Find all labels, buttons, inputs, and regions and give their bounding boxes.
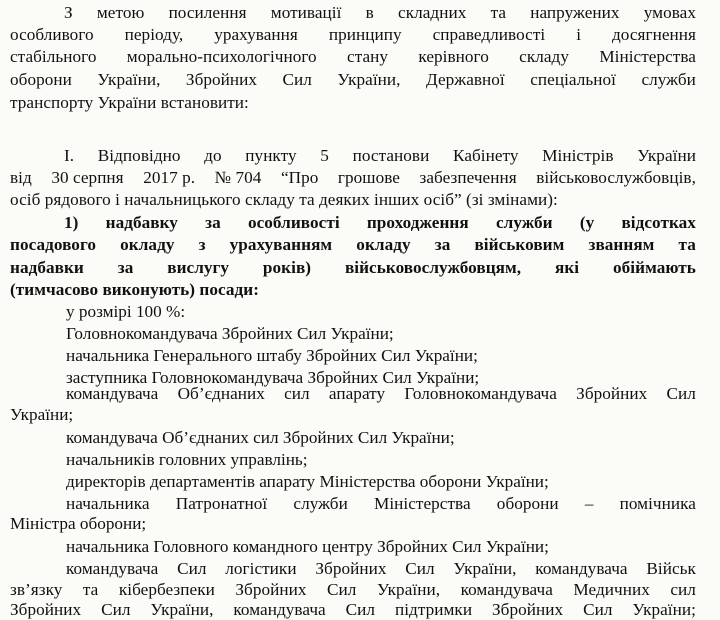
word: Кабінету <box>453 146 519 165</box>
word: сил <box>284 384 310 403</box>
word: званням <box>588 235 655 254</box>
intro-line-1 <box>64 2 696 23</box>
word: Сил <box>405 559 435 578</box>
section-one-line-3: осіб рядового і начальницького складу та деяких інших осіб” (зі змінами): <box>10 190 558 209</box>
position-item-4-line-1 <box>66 383 696 404</box>
word: Збройних <box>492 600 564 619</box>
word: складних <box>398 3 467 22</box>
word: від <box>10 168 32 187</box>
word: пункту <box>245 146 297 165</box>
word: морально-психологічного <box>126 47 317 66</box>
word: посилення <box>168 3 247 22</box>
word: Патронатної <box>175 494 268 513</box>
point-one-line-1 <box>64 212 696 233</box>
position-item: директорів департаментів апарату Міністерства оборони України; <box>66 472 549 491</box>
intro-line-5: транспорту України встановити: <box>10 93 249 112</box>
point-one-line-4: (тимчасово виконують) посади: <box>10 280 260 299</box>
word: мотивації <box>270 3 342 22</box>
word: служби <box>641 70 696 89</box>
word: спеціальної <box>530 70 616 89</box>
position-item-10-line-1 <box>66 558 696 579</box>
word: військовим <box>474 235 565 254</box>
word: України, <box>97 70 161 89</box>
word: постанови <box>352 146 430 165</box>
word: Сил <box>177 559 207 578</box>
word: України <box>637 146 696 165</box>
word: Об’єднаних <box>177 384 265 403</box>
intro-line-2 <box>10 24 696 45</box>
word: за <box>205 213 221 232</box>
position-item-8-line-1 <box>66 493 696 514</box>
word: помічника <box>619 494 696 513</box>
word: окладу <box>120 235 175 254</box>
word: і <box>576 25 582 44</box>
word: які <box>554 258 580 277</box>
word: справедливості <box>432 25 546 44</box>
rate-text: у розмірі 100 %: <box>66 302 186 321</box>
word: військовослужбовців, <box>536 168 696 187</box>
section-one-line-1 <box>64 145 696 166</box>
word: Головнокомандувача <box>404 384 557 403</box>
word: Міністерства <box>374 494 471 513</box>
word: Відповідно <box>97 146 181 165</box>
word: та <box>490 3 507 22</box>
word: грошове <box>337 168 400 187</box>
word: стабільного <box>10 47 97 66</box>
position-item: заступника Головнокомандувача Збройних Сил України; <box>66 368 480 387</box>
word: України; <box>632 600 696 619</box>
word: – <box>584 494 594 513</box>
word: Медичних <box>573 580 650 599</box>
word: окладу <box>356 235 411 254</box>
word: 30 серпня <box>51 168 124 187</box>
word: метою <box>96 3 145 22</box>
position-item-4-line-2: України; <box>10 405 74 424</box>
intro-line-4 <box>10 69 696 90</box>
position-item: начальників головних управлінь; <box>66 450 308 469</box>
word: Міністрів <box>542 146 614 165</box>
intro-line-3 <box>10 46 696 67</box>
word: проходження <box>366 213 469 232</box>
word: особливості <box>247 213 340 232</box>
word: України, <box>453 559 517 578</box>
word: урахування <box>214 25 298 44</box>
word: оборони <box>10 70 72 89</box>
word: років) <box>262 258 312 277</box>
word: відсотках <box>621 213 696 232</box>
word: оборони <box>496 494 559 513</box>
word: військовослужбовцям, <box>344 258 522 277</box>
word: командувача <box>66 559 159 578</box>
word: з <box>198 235 206 254</box>
word: командувача <box>233 600 326 619</box>
word: Державної <box>425 70 505 89</box>
word: Збройних <box>235 580 307 599</box>
word: (у <box>579 213 595 232</box>
word: надбавки <box>10 258 84 277</box>
word: логістики <box>225 559 297 578</box>
word: командувача <box>66 384 159 403</box>
word: № 704 <box>214 168 262 187</box>
word: 5 <box>320 146 329 165</box>
word: підтримки <box>394 600 473 619</box>
word: сил <box>670 580 696 599</box>
word: Сил <box>583 600 613 619</box>
word: Сил <box>101 600 131 619</box>
word: України, <box>337 70 401 89</box>
position-item: начальника Генерального штабу Збройних Сил України; <box>66 346 478 365</box>
word: “Про <box>280 168 319 187</box>
point-one-line-3 <box>10 257 696 278</box>
word: Міністерства <box>599 47 696 66</box>
word: досягнення <box>611 25 696 44</box>
word: періоду, <box>124 25 184 44</box>
word: обіймають <box>613 258 696 277</box>
word: Збройних <box>576 384 648 403</box>
position-item-8-line-2: Міністра оборони; <box>10 514 147 533</box>
word: надбавку <box>105 213 178 232</box>
word: керівного <box>418 47 489 66</box>
word: З <box>64 3 73 22</box>
point-one-line-2 <box>10 234 696 255</box>
word: 1) <box>64 213 79 232</box>
word: Сил <box>666 384 696 403</box>
word: України, <box>376 580 441 599</box>
word: до <box>204 146 222 165</box>
word: Сил <box>327 580 357 599</box>
word: вислугу <box>167 258 230 277</box>
word: забезпечення <box>419 168 517 187</box>
word: урахуванням <box>229 235 333 254</box>
position-item: начальника Головного командного центру Збройних Сил України; <box>66 537 549 556</box>
word: умовах <box>643 3 696 22</box>
word: принципу <box>328 25 402 44</box>
position-item-10-line-3 <box>10 599 696 620</box>
position-item: командувача Об’єднаних сил Збройних Сил України; <box>66 428 455 447</box>
position-item: Головнокомандувача Збройних Сил України; <box>66 324 394 343</box>
section-one-line-2 <box>10 167 696 188</box>
word: служби <box>495 213 553 232</box>
word: та <box>678 235 696 254</box>
word: I. <box>64 146 75 165</box>
word: кібербезпеки <box>118 580 215 599</box>
word: та <box>82 580 99 599</box>
word: особливого <box>10 25 94 44</box>
word: за <box>434 235 451 254</box>
word: Сил <box>345 600 376 619</box>
word: напружених <box>530 3 620 22</box>
word: Збройних <box>315 559 387 578</box>
word: за <box>117 258 134 277</box>
word: командувача <box>460 580 553 599</box>
word: посадового <box>10 235 97 254</box>
word: Збройних <box>10 600 82 619</box>
word: зв’язку <box>10 580 63 599</box>
word: України, <box>150 600 214 619</box>
word: стану <box>347 47 389 66</box>
word: служби <box>293 494 348 513</box>
word: 2017 р. <box>143 168 196 187</box>
word: апарату <box>328 384 386 403</box>
word: складу <box>519 47 569 66</box>
word: в <box>365 3 374 22</box>
word: Військ <box>646 559 696 578</box>
word: Сил <box>282 70 312 89</box>
position-item-10-line-2 <box>10 579 696 600</box>
word: начальника <box>66 494 150 513</box>
word: командувача <box>535 559 628 578</box>
word: Збройних <box>185 70 258 89</box>
